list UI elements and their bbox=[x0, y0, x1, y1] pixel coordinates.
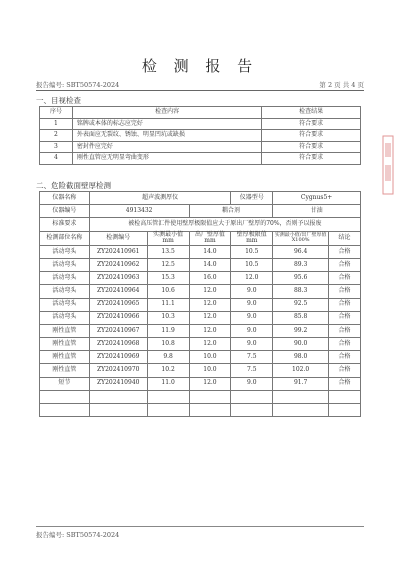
cell: 96.4 bbox=[273, 245, 329, 258]
cell: 88.3 bbox=[273, 285, 329, 298]
cell: 9.0 bbox=[231, 298, 273, 311]
instrument-model-label: 仪器型号 bbox=[231, 192, 273, 205]
section1-title: 一、目视检查 bbox=[36, 96, 81, 105]
cell: 9.8 bbox=[147, 351, 189, 364]
cell: 符合要求 bbox=[262, 118, 361, 130]
cell: 密封件应完好 bbox=[72, 141, 261, 153]
measurement-rows bbox=[40, 245, 361, 416]
section2-title: 二、危险截面壁厚检测 bbox=[36, 181, 111, 190]
cell bbox=[147, 390, 189, 403]
standard-row bbox=[40, 218, 361, 231]
cell: 符合要求 bbox=[262, 141, 361, 153]
cell: ZY202410969 bbox=[89, 351, 147, 364]
cell bbox=[40, 404, 90, 417]
cell: 1 bbox=[40, 118, 73, 130]
cell: 10.0 bbox=[189, 351, 231, 364]
cell: 11.9 bbox=[147, 324, 189, 337]
col-header: 检测部位名称 bbox=[40, 231, 90, 245]
footer-report-number: 报告编号: SBT50574-2024 bbox=[36, 531, 120, 539]
col-header: 检测编号 bbox=[89, 231, 147, 245]
cell: 12.0 bbox=[231, 272, 273, 285]
cell: 12.5 bbox=[147, 258, 189, 271]
cell: ZY202410940 bbox=[89, 377, 147, 390]
cell: ZY202410962 bbox=[89, 258, 147, 271]
instrument-row bbox=[40, 205, 361, 218]
cell: 符合要求 bbox=[262, 153, 361, 165]
cell bbox=[273, 404, 329, 417]
cell: 7.5 bbox=[231, 364, 273, 377]
visual-inspection-table bbox=[39, 106, 361, 165]
cell: 活动弯头 bbox=[40, 285, 90, 298]
table-row bbox=[40, 285, 361, 298]
cell: 活动弯头 bbox=[40, 298, 90, 311]
table-row bbox=[40, 311, 361, 324]
cell: 11.1 bbox=[147, 298, 189, 311]
table-row bbox=[40, 324, 361, 337]
cell: 10.6 bbox=[147, 285, 189, 298]
cell: 12.0 bbox=[189, 311, 231, 324]
col-header: 序号 bbox=[40, 107, 73, 119]
cell: 10.5 bbox=[231, 245, 273, 258]
cell: 12.0 bbox=[189, 285, 231, 298]
cell: 合格 bbox=[329, 245, 361, 258]
cell: 刚性直管 bbox=[40, 364, 90, 377]
cell: 短节 bbox=[40, 377, 90, 390]
cell: 合格 bbox=[329, 272, 361, 285]
cell: 9.0 bbox=[231, 324, 273, 337]
table-row bbox=[40, 404, 361, 417]
cell bbox=[89, 404, 147, 417]
cell: 90.0 bbox=[273, 338, 329, 351]
cell: 合格 bbox=[329, 324, 361, 337]
cell: 铭牌或本体的标志应完好 bbox=[72, 118, 261, 130]
page-indicator: 第 2 页 共 4 页 bbox=[319, 81, 364, 89]
table-row bbox=[40, 377, 361, 390]
cell: 外表面应无裂纹、锈蚀、明显凹坑或缺损 bbox=[72, 130, 261, 142]
cell: 合格 bbox=[329, 311, 361, 324]
cell bbox=[147, 404, 189, 417]
cell: 11.0 bbox=[147, 377, 189, 390]
cell: 102.0 bbox=[273, 364, 329, 377]
cell: 10.5 bbox=[231, 258, 273, 271]
cell: 刚性直管 bbox=[40, 324, 90, 337]
instrument-model: Cygnus5+ bbox=[273, 192, 361, 205]
seal-stamp-icon bbox=[382, 135, 394, 195]
cell: 12.0 bbox=[189, 324, 231, 337]
cell: 95.6 bbox=[273, 272, 329, 285]
col-header: 实测最小值/出厂壁厚值X100% bbox=[273, 231, 329, 245]
cell: 9.0 bbox=[231, 377, 273, 390]
table-row bbox=[40, 272, 361, 285]
table-row bbox=[40, 298, 361, 311]
cell: 符合要求 bbox=[262, 130, 361, 142]
cell: 7.5 bbox=[231, 351, 273, 364]
cell: 91.7 bbox=[273, 377, 329, 390]
report-number: 报告编号: SBT50574-2024 bbox=[36, 81, 120, 89]
cell bbox=[231, 404, 273, 417]
cell: ZY202410966 bbox=[89, 311, 147, 324]
col-header: 壁厚极限值mm bbox=[231, 231, 273, 245]
table-row bbox=[40, 351, 361, 364]
cell: 活动弯头 bbox=[40, 311, 90, 324]
table-row bbox=[40, 338, 361, 351]
coupling-label: 耦合剂 bbox=[189, 205, 273, 218]
cell: 89.3 bbox=[273, 258, 329, 271]
cell: 12.0 bbox=[189, 338, 231, 351]
instrument-no: 4913432 bbox=[89, 205, 189, 218]
cell: 85.8 bbox=[273, 311, 329, 324]
cell: ZY202410965 bbox=[89, 298, 147, 311]
cell: 2 bbox=[40, 130, 73, 142]
cell: 10.2 bbox=[147, 364, 189, 377]
cell: 9.0 bbox=[231, 285, 273, 298]
cell: 合格 bbox=[329, 377, 361, 390]
cell: 15.3 bbox=[147, 272, 189, 285]
instrument-row bbox=[40, 192, 361, 205]
cell: 92.5 bbox=[273, 298, 329, 311]
footer-rule bbox=[36, 526, 364, 527]
wall-thickness-table bbox=[39, 191, 361, 417]
cell: 活动弯头 bbox=[40, 272, 90, 285]
cell: 9.0 bbox=[231, 311, 273, 324]
cell: 合格 bbox=[329, 258, 361, 271]
cell: 12.0 bbox=[189, 377, 231, 390]
cell: 13.5 bbox=[147, 245, 189, 258]
cell: 10.8 bbox=[147, 338, 189, 351]
cell: 活动弯头 bbox=[40, 258, 90, 271]
cell: 刚性直管 bbox=[40, 351, 90, 364]
coupling-value: 甘油 bbox=[273, 205, 361, 218]
table-row bbox=[40, 130, 361, 142]
standard-text: 被检高压管汇件使用壁厚极限值应大于原出厂壁厚的70%，否则予以报废 bbox=[89, 218, 360, 231]
table-header-row bbox=[40, 231, 361, 245]
col-header: 结论 bbox=[329, 231, 361, 245]
cell: 刚性直管 bbox=[40, 338, 90, 351]
cell: ZY202410970 bbox=[89, 364, 147, 377]
cell: ZY202410967 bbox=[89, 324, 147, 337]
cell: 10.0 bbox=[189, 364, 231, 377]
header-rule bbox=[36, 90, 364, 91]
col-header: 检查结果 bbox=[262, 107, 361, 119]
cell bbox=[89, 390, 147, 403]
col-header: 出厂壁厚值mm bbox=[189, 231, 231, 245]
table-row bbox=[40, 390, 361, 403]
cell bbox=[273, 390, 329, 403]
instrument-name-label: 仪器名称 bbox=[40, 192, 90, 205]
cell: 合格 bbox=[329, 338, 361, 351]
table-header-row bbox=[40, 107, 361, 119]
table-row bbox=[40, 141, 361, 153]
cell: 合格 bbox=[329, 364, 361, 377]
table-row bbox=[40, 153, 361, 165]
cell: 活动弯头 bbox=[40, 245, 90, 258]
cell: 4 bbox=[40, 153, 73, 165]
table-row bbox=[40, 258, 361, 271]
cell: 9.0 bbox=[231, 338, 273, 351]
instrument-name: 超声波测厚仪 bbox=[89, 192, 231, 205]
cell: ZY202410961 bbox=[89, 245, 147, 258]
table-row bbox=[40, 245, 361, 258]
standard-label: 标准要求 bbox=[40, 218, 90, 231]
cell: 99.2 bbox=[273, 324, 329, 337]
cell: 10.3 bbox=[147, 311, 189, 324]
cell: 刚性直管应无明显弯曲变形 bbox=[72, 153, 261, 165]
cell: 合格 bbox=[329, 351, 361, 364]
cell: 14.0 bbox=[189, 245, 231, 258]
cell bbox=[329, 404, 361, 417]
table-row bbox=[40, 118, 361, 130]
cell bbox=[40, 390, 90, 403]
cell bbox=[231, 390, 273, 403]
cell bbox=[189, 390, 231, 403]
cell bbox=[189, 404, 231, 417]
col-header: 实测最小值mm bbox=[147, 231, 189, 245]
report-title: 检 测 报 告 bbox=[141, 57, 259, 75]
cell: ZY202410963 bbox=[89, 272, 147, 285]
cell: 3 bbox=[40, 141, 73, 153]
cell: 16.0 bbox=[189, 272, 231, 285]
cell: 合格 bbox=[329, 285, 361, 298]
cell: 合格 bbox=[329, 298, 361, 311]
col-header: 检查内容 bbox=[72, 107, 261, 119]
table-row bbox=[40, 364, 361, 377]
cell: 14.0 bbox=[189, 258, 231, 271]
cell: ZY202410964 bbox=[89, 285, 147, 298]
cell: ZY202410968 bbox=[89, 338, 147, 351]
cell: 98.0 bbox=[273, 351, 329, 364]
cell bbox=[329, 390, 361, 403]
cell: 12.0 bbox=[189, 298, 231, 311]
instrument-no-label: 仪器编号 bbox=[40, 205, 90, 218]
